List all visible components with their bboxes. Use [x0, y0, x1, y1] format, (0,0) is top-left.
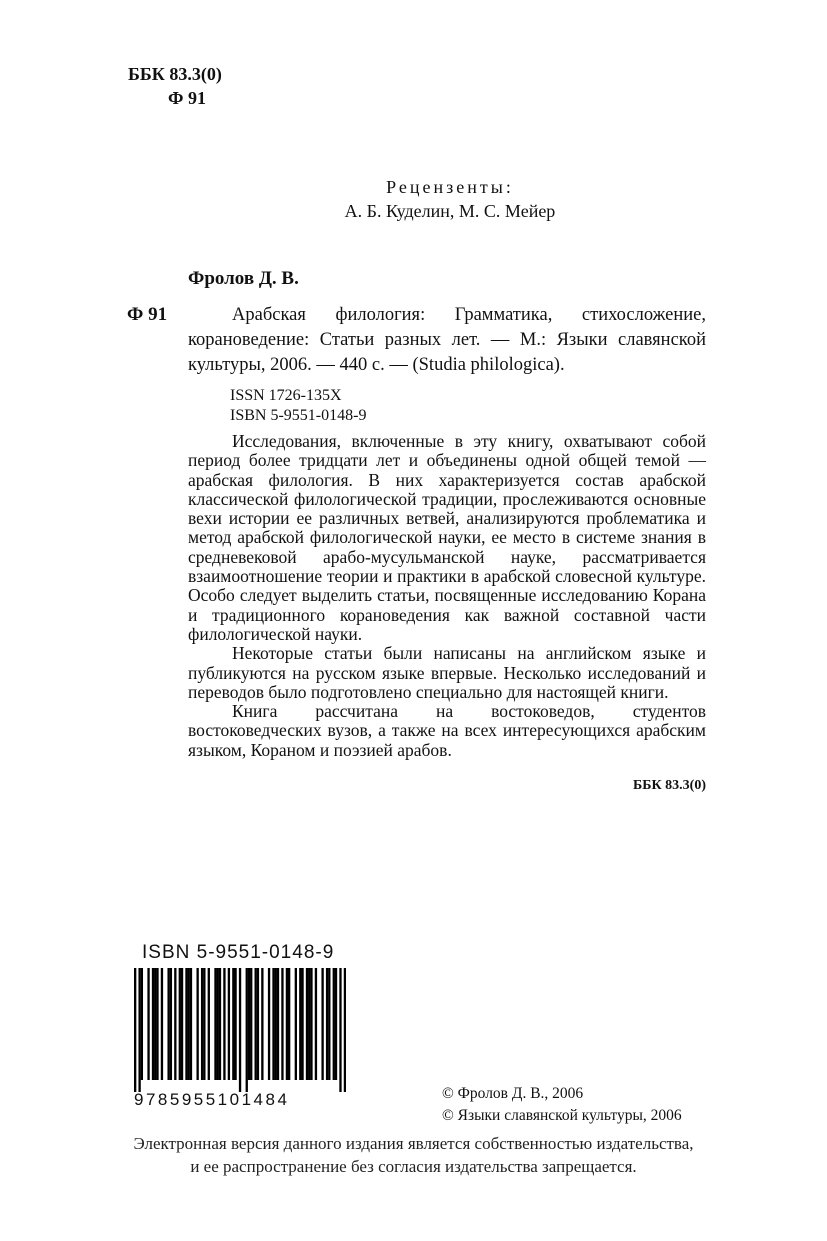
barcode-bar — [295, 968, 297, 1080]
barcode-bar — [315, 968, 317, 1080]
barcode-bar — [288, 968, 290, 1080]
author-index-code: Ф 91 — [168, 88, 206, 108]
author-code: Ф 91 — [127, 304, 168, 325]
barcode-bar — [301, 968, 303, 1080]
barcode-bar — [208, 968, 210, 1080]
barcode-bar — [154, 968, 156, 1080]
barcode-bar — [185, 968, 187, 1080]
barcode-bar — [272, 968, 274, 1080]
barcode-bar — [248, 968, 250, 1080]
barcode-bar — [246, 968, 248, 1092]
barcode-bar — [181, 968, 183, 1080]
electronic-version-notice — [60, 1132, 767, 1178]
issn-line: ISSN 1726-135X — [230, 387, 342, 404]
isbn-list — [230, 386, 366, 426]
barcode-bar — [138, 968, 140, 1092]
barcode-bar — [167, 968, 169, 1080]
abstract-paragraph: Книга рассчитана на востоковедов, студентов востоковедческих вузов, а также на всех интересующихся арабским языком, Кораном и поэзией арабов. — [188, 701, 706, 760]
copyright-publisher: © Языки славянской культуры, 2006 — [442, 1107, 682, 1124]
bbk-classification-bottom: ББК 83.3(0) — [633, 778, 706, 793]
isbn-line: ISBN 5-9551-0148-9 — [230, 407, 367, 424]
barcode-bars — [134, 968, 346, 1092]
barcode-bar — [152, 968, 154, 1080]
barcode-bar — [344, 968, 346, 1092]
barcode-bar — [268, 968, 270, 1080]
barcode-bar — [261, 968, 263, 1080]
bibliographic-description: Арабская филология: Грамматика, стихосложение, корановедение: Статьи разных лет. — М.: Языки славянской культуры, 2006. — 440 с. — (Studia philologica). — [188, 305, 706, 375]
barcode-bar — [308, 968, 310, 1080]
reviewers-block — [190, 175, 710, 223]
barcode-bar — [306, 968, 308, 1080]
bbk-code: ББК 83.3(0) — [128, 64, 222, 84]
reviewers-names: А. Б. Куделин, М. С. Мейер — [344, 201, 556, 221]
barcode-bar — [299, 968, 301, 1080]
barcode-bar — [161, 968, 163, 1080]
barcode-bar — [134, 968, 136, 1092]
barcode-bar — [239, 968, 241, 1092]
reviewers-heading: Рецензенты: — [386, 177, 514, 197]
barcode-bar — [250, 968, 252, 1080]
barcode-bar — [147, 968, 149, 1080]
barcode-bar — [219, 968, 221, 1080]
abstract — [188, 432, 706, 760]
barcode-bar — [234, 968, 236, 1080]
barcode-bar — [257, 968, 259, 1080]
barcode-bar — [203, 968, 205, 1080]
abstract-paragraph: Некоторые статьи были написаны на английском языке и публикуются на русском языке впервые. Несколько исследований и переводов было подготовлено специально для настоящей книги. — [188, 643, 706, 702]
barcode-bar — [174, 968, 176, 1080]
barcode-bar — [196, 968, 198, 1080]
barcode-bar — [310, 968, 312, 1080]
barcode-bar — [190, 968, 192, 1080]
barcode-bar — [217, 968, 219, 1080]
barcode-bar — [232, 968, 234, 1080]
isbn-barcode — [134, 942, 346, 1110]
barcode-bar — [328, 968, 330, 1080]
barcode-digits: 9785955101484 — [134, 1090, 290, 1109]
barcode-bar — [286, 968, 288, 1080]
barcode-bar — [281, 968, 283, 1080]
author-name: Фролов Д. В. — [188, 268, 299, 289]
barcode-isbn-text: ISBN 5-9551-0148-9 — [142, 942, 335, 963]
bbk-classification-top — [128, 62, 222, 110]
barcode-bar — [188, 968, 190, 1080]
copyright-block — [442, 1083, 682, 1127]
barcode-bar — [275, 968, 277, 1080]
notice-line: Электронная версия данного издания является собственностью издательства, — [133, 1134, 694, 1153]
notice-line: и ее распространение без согласия издательства запрещается. — [190, 1157, 637, 1176]
barcode-bar — [223, 968, 225, 1080]
barcode-bar — [214, 968, 216, 1080]
copyright-author: © Фролов Д. В., 2006 — [442, 1085, 584, 1102]
barcode-bar — [170, 968, 172, 1080]
barcode-bar — [201, 968, 203, 1080]
barcode-bar — [339, 968, 341, 1092]
barcode-bar — [255, 968, 257, 1080]
barcode-bar — [156, 968, 158, 1080]
abstract-paragraph: Исследования, включенные в эту книгу, охватывают собой период более тридцати лет и объединены одной общей темой — арабская филология. В них характеризуется состав арабской классической филологической традиции, прослеживаются основные вехи истории ее различных ветвей, анализируются проблематика и метод арабской филологической науки, ее место в системе знания в средневековой арабо-мусульманской науке, рассматривается взаимоотношение теории и практики в арабской словесной культуре. Особо следует выделить статьи, посвященные исследованию Корана и традиционного корановедения как важной составной части филологической науки. — [188, 431, 706, 644]
barcode-bar — [326, 968, 328, 1080]
barcode-bar — [277, 968, 279, 1080]
barcode-bar — [141, 968, 143, 1080]
barcode-bar — [335, 968, 337, 1080]
barcode-bar — [179, 968, 181, 1080]
barcode-bar — [333, 968, 335, 1080]
barcode-bar — [228, 968, 230, 1080]
barcode-bar — [321, 968, 323, 1080]
